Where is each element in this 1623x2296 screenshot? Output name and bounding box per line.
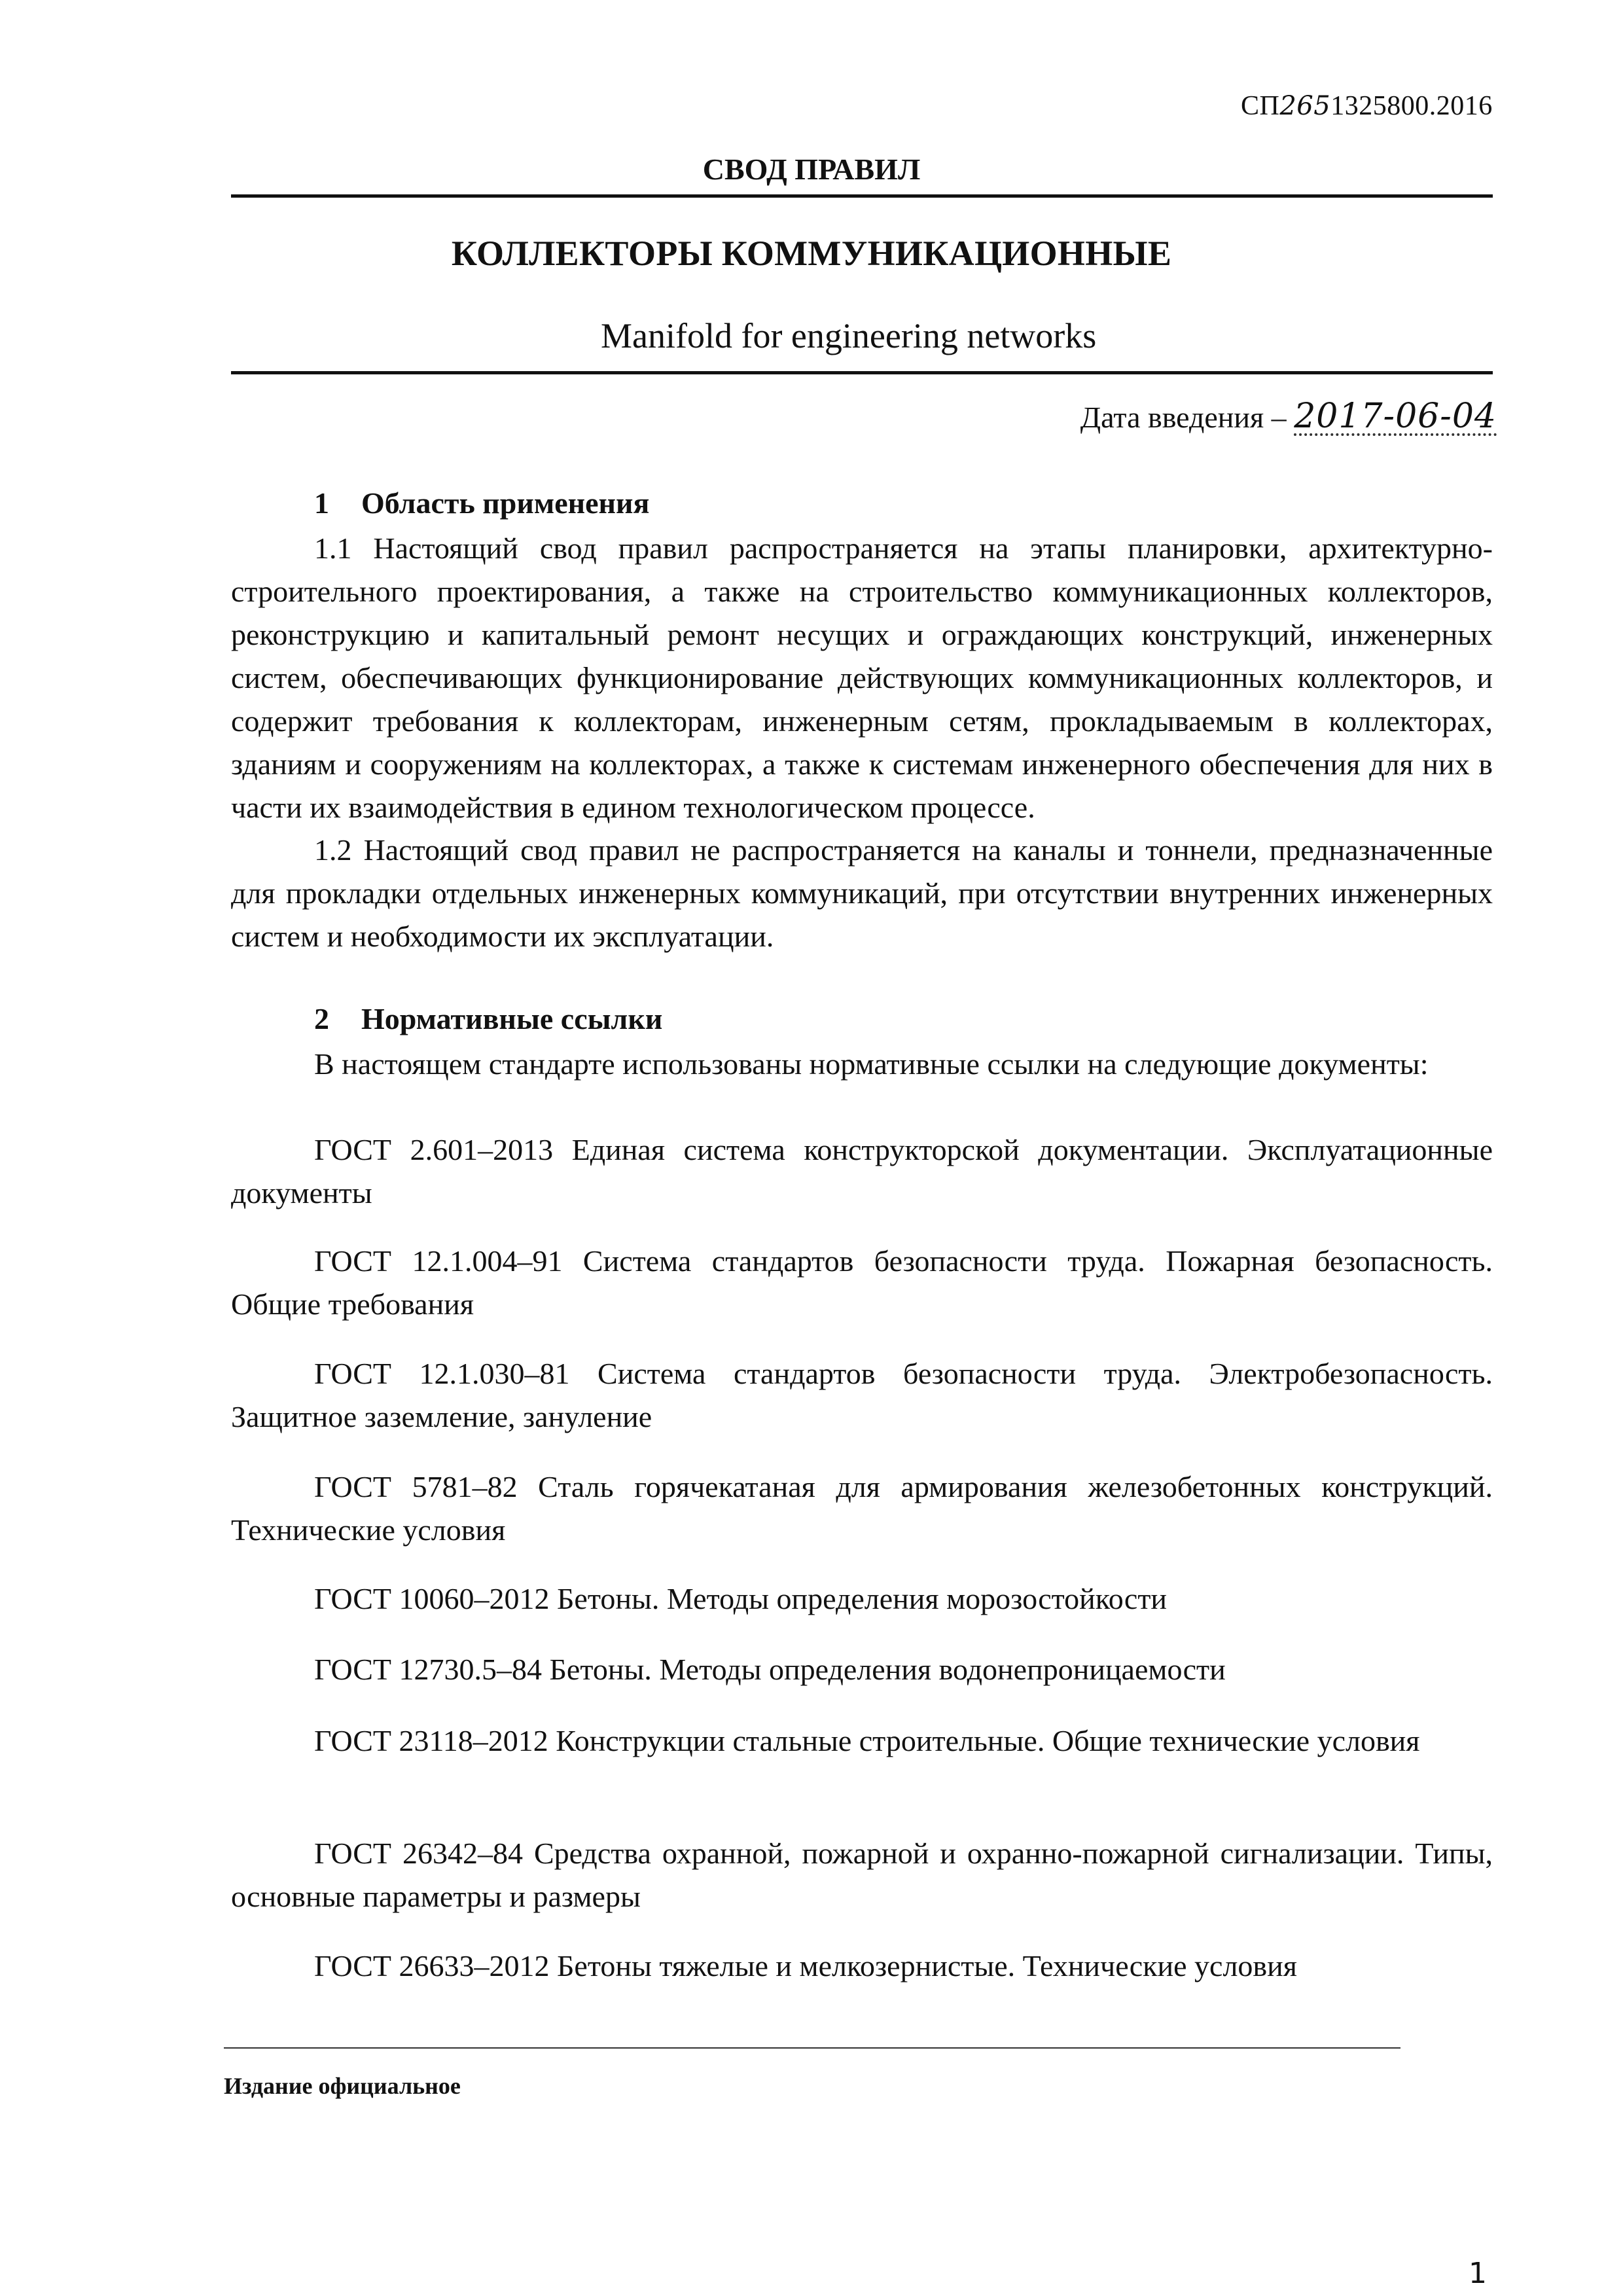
reference-gost-12730-5: ГОСТ 12730.5–84 Бетоны. Методы определения водонепроницаемости (314, 1653, 1226, 1686)
section-2-number: 2 (314, 1002, 329, 1035)
document-code-prefix: СП (1241, 91, 1280, 121)
footnote-rule (224, 2047, 1400, 2049)
official-edition-note: Издание официальное (224, 2073, 461, 2099)
header-top-rule (231, 194, 1493, 198)
introduction-date (1080, 399, 1497, 436)
page-number: 1 (1469, 2257, 1487, 2290)
introduction-date-handwritten: 2017-06-04 (1294, 397, 1497, 436)
header-bottom-rule (231, 371, 1493, 374)
reference-gost-12-1-004: ГОСТ 12.1.004–91 Система стандартов безопасности труда. Пожарная безопасность. Общие требования (231, 1244, 1493, 1321)
document-title: КОЛЛЕКТОРЫ КОММУНИКАЦИОННЫЕ (451, 234, 1172, 273)
paragraph-1-2: 1.2 Настоящий свод правил не распространяется на каналы и тоннели, предназначенные для прокладки отдельных инженерных коммуникаций, при отсутствии внутренних инженерных систем и необходимости их эксплуатации. (231, 833, 1493, 953)
reference-gost-26633: ГОСТ 26633–2012 Бетоны тяжелые и мелкозернистые. Технические условия (314, 1949, 1297, 1982)
section-2-heading (314, 1001, 662, 1036)
reference-gost-5781: ГОСТ 5781–82 Сталь горячекатаная для армирования железобетонных конструкций. Технические условия (231, 1470, 1493, 1547)
section-2-title: Нормативные ссылки (361, 1002, 663, 1035)
section-1-number: 1 (314, 486, 329, 520)
section-2-intro: В настоящем стандарте использованы нормативные ссылки на следующие документы: (314, 1047, 1429, 1081)
document-code-handwritten-number: 265 (1279, 91, 1331, 121)
document-code-suffix: 1325800.2016 (1330, 91, 1493, 121)
svod-pravil-heading: СВОД ПРАВИЛ (702, 152, 921, 186)
reference-gost-12-1-030: ГОСТ 12.1.030–81 Система стандартов безопасности труда. Электробезопасность. Защитное заземление, зануление (231, 1357, 1493, 1433)
document-title-english: Manifold for engineering networks (601, 316, 1097, 355)
document-code (1241, 90, 1493, 122)
section-1-title: Область применения (361, 486, 650, 520)
reference-gost-23118: ГОСТ 23118–2012 Конструкции стальные строительные. Общие технические условия (314, 1724, 1420, 1757)
paragraph-1-1: 1.1 Настоящий свод правил распространяется на этапы планировки, архитектурно-строительного проектирования, а также на строительство коммуникационных коллекторов, реконструкцию и капитальный ремонт несущих и ограждающих конструкций, инженерных систем, обеспечивающих функционирование действующих коммуникационных коллекторов, и содержит требования к коллекторам, инженерным сетям, прокладываемым в коллекторах, зданиям и сооружениям на коллекторах, а также к системам инженерного обеспечения для них в части их взаимодействия в едином технологическом процессе. (231, 531, 1493, 824)
reference-gost-10060: ГОСТ 10060–2012 Бетоны. Методы определения морозостойкости (314, 1582, 1168, 1615)
reference-gost-26342: ГОСТ 26342–84 Средства охранной, пожарной и охранно-пожарной сигнализации. Типы, основные параметры и размеры (231, 1837, 1493, 1913)
section-1-heading (314, 486, 649, 520)
introduction-date-label: Дата введения – (1080, 401, 1287, 434)
reference-gost-2-601: ГОСТ 2.601–2013 Единая система конструкторской документации. Эксплуатационные документы (231, 1133, 1493, 1210)
